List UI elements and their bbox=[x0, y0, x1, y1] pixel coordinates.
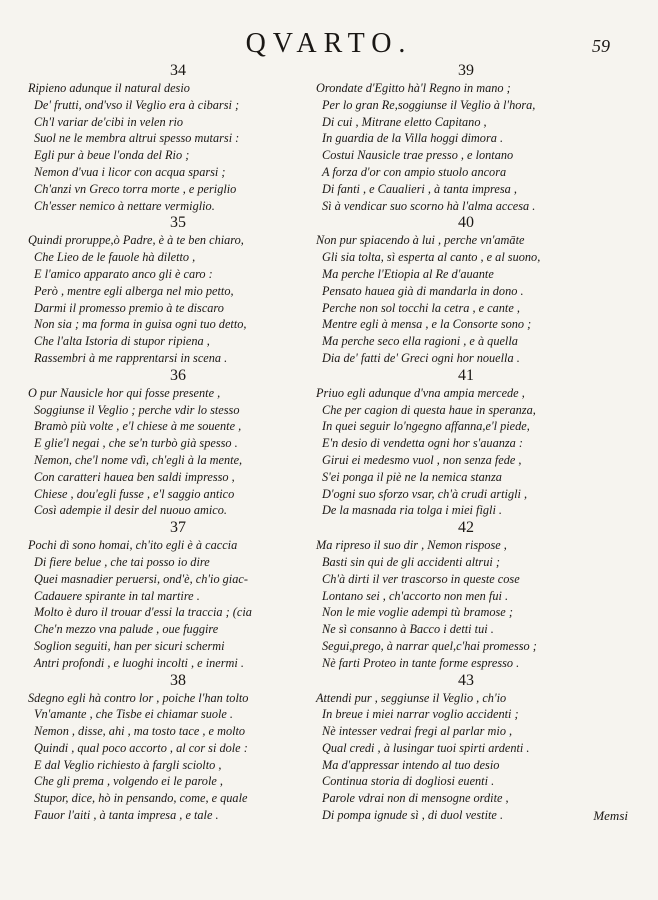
verse-line: Pensato hauea già di mandarla in dono . bbox=[322, 283, 524, 298]
verse-line: Pochi dì sono homai, ch'ito egli è à caccia bbox=[28, 538, 238, 553]
running-title: QVARTO. bbox=[245, 28, 413, 59]
verse-line: Costui Nausicle trae presso , e lontano bbox=[322, 148, 514, 163]
verse-line: Dia de' fatti de' Greci ogni hor nouella . bbox=[322, 350, 520, 365]
stanza bbox=[316, 672, 616, 824]
verse-line: Ch'anzi vn Greco torra morte , e periglio bbox=[34, 181, 237, 196]
verse-line: Non sia ; ma forma in guisa ogni tuo detto, bbox=[34, 317, 247, 332]
stanza-number: 34 bbox=[170, 62, 186, 79]
verse-line: A forza d'or con ampio stuolo ancora bbox=[322, 164, 507, 179]
verse-line: Che per cagion di questa haue in speranza, bbox=[322, 402, 536, 417]
verse-line: Nemon, che'l nome vdì, ch'egli à la mente, bbox=[34, 452, 243, 467]
stanza bbox=[28, 519, 328, 671]
verse-line: Di pompa ignude sì , di duol vestite . bbox=[322, 808, 504, 823]
stanza bbox=[28, 214, 328, 366]
verse-line: O pur Nausicle hor qui fosse presente , bbox=[28, 385, 221, 400]
stanza-number: 36 bbox=[170, 366, 186, 384]
verse-line: De la masnada ria tolga i miei figli . bbox=[322, 503, 503, 518]
verse-line: Ma ripreso il suo dir , Nemon rispose , bbox=[316, 538, 507, 553]
verse-line: E l'amico apparato anco gli è caro : bbox=[34, 266, 213, 281]
stanza-number: 39 bbox=[458, 62, 474, 79]
stanza-number: 41 bbox=[458, 366, 474, 384]
verse-line: In quei seguir lo'ngegno affanna,e'l piede, bbox=[322, 419, 530, 434]
verse-line: Lontano sei , ch'accorto non men fui . bbox=[322, 588, 509, 603]
verse-line: Ch'l variar de'cibi in velen rio bbox=[34, 114, 184, 129]
verse-line: Qual credi , à lusingar tuoi spirti ardenti . bbox=[322, 740, 530, 755]
verse-line: Priuo egli adunque d'vna ampia mercede , bbox=[316, 385, 525, 400]
verse-line: In breue i miei narrar voglio accidenti ; bbox=[322, 707, 519, 722]
stanza bbox=[316, 519, 616, 671]
verse-line: Non le mie voglie adempi tù bramose ; bbox=[322, 605, 513, 620]
verse-line: Orondate d'Egitto hà'l Regno in mano ; bbox=[316, 81, 511, 95]
verse-line: E glie'l negai , che se'n turbò già spesso . bbox=[34, 436, 238, 451]
stanza-number: 37 bbox=[170, 519, 186, 537]
verse-line: Che gli prema , volgendo ei le parole , bbox=[34, 774, 223, 789]
verse-line: Parole vdrai non di mensogne ordite , bbox=[322, 791, 509, 806]
stanza-number: 38 bbox=[170, 671, 186, 689]
verse-line: Di fiere belue , che tai posso io dire bbox=[34, 554, 210, 569]
verse-line: Vn'amante , che Tisbe ei chiamar suole . bbox=[34, 707, 234, 722]
stanza-number: 42 bbox=[458, 519, 474, 537]
verse-line: Darmi il promesso premio à te discaro bbox=[34, 300, 224, 315]
verse-line: Egli pur à beue l'onda del Rio ; bbox=[34, 148, 190, 163]
stanza bbox=[28, 367, 328, 519]
stanza-number: 40 bbox=[458, 214, 474, 232]
verse-line: Perche non sol tocchi la cetra , e cante , bbox=[322, 300, 520, 315]
verse-line: Antri profondi , e luoghi incolti , e inermi . bbox=[34, 655, 244, 670]
stanza bbox=[316, 367, 616, 519]
verse-line: Però , mentre egli alberga nel mio petto, bbox=[34, 283, 234, 298]
right-column bbox=[316, 62, 616, 824]
verse-line: Che l'alta Istoria di stupor ripiena , bbox=[34, 334, 210, 349]
verse-line: Fauor l'aiti , à tanta impresa , e tale . bbox=[34, 808, 219, 823]
verse-line: De' frutti, ond'vso il Veglio era à cibarsi ; bbox=[34, 97, 240, 112]
verse-line: Ripieno adunque il natural desio bbox=[28, 81, 190, 95]
verse-line: Di cui , Mitrane eletto Capitano , bbox=[322, 114, 487, 129]
verse-line: Nè intesser vedrai fregi al parlar mio , bbox=[322, 724, 513, 739]
verse-line: Sdegno egli hà contro lor , poiche l'han tolto bbox=[28, 690, 249, 705]
verse-line: Segui,prego, à narrar quel,c'hai promesso ; bbox=[322, 638, 537, 653]
verse-line: Nè farti Proteo in tante forme espresso . bbox=[322, 655, 520, 670]
verse-line: In guardia de la Villa hoggi dimora . bbox=[322, 131, 504, 146]
verse-line: Ch'esser nemico à nettare vermiglio. bbox=[34, 198, 215, 213]
verse-line: Gli sia tolta, sì esperta al canto , e al suono, bbox=[322, 250, 541, 265]
verse-line: Nemon d'vua i licor con acqua sparsi ; bbox=[34, 164, 226, 179]
verse-line: Quindi , qual poco accorto , al cor si dole : bbox=[34, 740, 248, 755]
verse-line: E dal Veglio richiesto à fargli sciolto , bbox=[34, 757, 222, 772]
verse-line: Così adempie il desir del nuouo amico. bbox=[34, 503, 227, 518]
verse-line: S'ei ponga il piè ne la nemica stanza bbox=[322, 469, 502, 484]
stanza bbox=[316, 62, 616, 214]
verse-line: Molto è duro il trouar d'essi la traccia ; (cia bbox=[34, 605, 252, 620]
verse-line: Ma perche l'Etiopia al Re d'auante bbox=[322, 266, 494, 281]
page-number: 59 bbox=[592, 36, 610, 56]
stanza-number: 43 bbox=[458, 671, 474, 689]
verse-line: Cadauere spirante in tal martire . bbox=[34, 588, 200, 603]
verse-line: Ma d'appressar intendo al tuo desio bbox=[322, 757, 500, 772]
verse-line: Attendi pur , seggiunse il Veglio , ch'io bbox=[316, 690, 507, 705]
stanza bbox=[28, 672, 328, 824]
verse-line: Sì à vendicar suo scorno hà l'alma accesa . bbox=[322, 198, 536, 213]
verse-line: Rassembri à me rapprentarsi in scena . bbox=[34, 350, 228, 365]
verse-line: Stupor, dice, hò in pensando, come, e quale bbox=[34, 791, 248, 806]
verse-line: Chiese , dou'egli fusse , e'l saggio antico bbox=[34, 486, 235, 501]
verse-line: Non pur spiacendo à lui , perche vn'amāte bbox=[316, 233, 525, 248]
verse-line: Soggiunse il Veglio ; perche vdir lo stesso bbox=[34, 402, 240, 417]
verse-line: Per lo gran Re,soggiunse il Veglio à l'hora, bbox=[322, 97, 536, 112]
verse-line: Basti sin qui de gli accidenti altrui ; bbox=[322, 554, 500, 569]
verse-line: Ch'à dirti il ver trascorso in queste cose bbox=[322, 571, 520, 586]
verse-line: Con caratteri hauea ben saldi impresso , bbox=[34, 469, 235, 484]
verse-line: Soglion seguiti, han per sicuri schermi bbox=[34, 638, 225, 653]
verse-line: Ne sì consanno à Bacco i detti tui . bbox=[322, 622, 494, 637]
verse-line: Che Lieo de le fauole hà diletto , bbox=[34, 250, 196, 265]
verse-line: Girui ei medesmo vuol , non senza fede , bbox=[322, 452, 522, 467]
stanza bbox=[28, 62, 328, 214]
verse-line: Quei masnadier peruersi, ond'è, ch'io giac- bbox=[34, 571, 248, 586]
left-column bbox=[28, 62, 328, 824]
verse-line: Di fanti , e Caualieri , à tanta impresa , bbox=[322, 181, 517, 196]
verse-line: Nemon , disse, ahi , ma tosto tace , e molto bbox=[34, 724, 246, 739]
stanza-number: 35 bbox=[170, 214, 186, 232]
catchword: Memsi bbox=[593, 808, 628, 823]
verse-line: Che'n mezzo vna palude , oue fuggire bbox=[34, 622, 219, 637]
verse-line: Suol ne le membra altrui spesso mutarsi : bbox=[34, 131, 240, 146]
verse-line: Bramò più volte , e'l chiese à me souente , bbox=[34, 419, 242, 434]
verse-line: Quindi proruppe,ò Padre, è à te ben chiaro, bbox=[28, 233, 244, 248]
verse-line: Mentre egli à mensa , e la Consorte sono ; bbox=[322, 317, 532, 332]
verse-line: D'ogni suo sforzo vsar, ch'à crudi artigli , bbox=[322, 486, 528, 501]
verse-line: Continua storia di dogliosi euenti . bbox=[322, 774, 495, 789]
stanza bbox=[316, 214, 616, 366]
verse-line: E'n desio di vendetta ogni hor s'auanza : bbox=[322, 436, 523, 451]
verse-line: Ma perche seco ella ragioni , e à quella bbox=[322, 334, 518, 349]
